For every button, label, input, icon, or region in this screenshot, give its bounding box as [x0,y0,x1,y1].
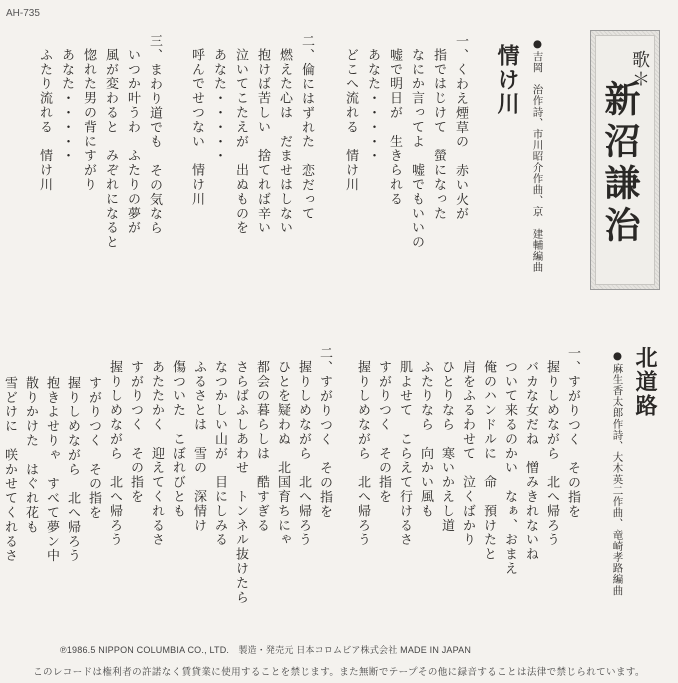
song2-credit: ●麻生香太郎作詩、大木英二作曲、竜崎孝路編曲 [611,350,624,596]
song1-line: あなた・・・・・ [211,48,226,164]
song2-line: 握りしめながら 北へ帰ろう [296,360,311,548]
song2-line: 握りしめながら 北へ帰ろう [355,360,370,548]
song2-line: バカな女だね 憎みきれないね [523,360,538,562]
song2-line: すがりつく その指を [86,376,101,520]
song2-line: 雪どけに 咲かせてくれるさ [2,376,17,564]
song1-line: 風が変わると みぞれになると [103,48,118,250]
song1-line: あなた・・・・・ [365,48,380,164]
song2-line: 二、すがりつく その指を [317,346,332,519]
song2-line: 散りかけた はぐれ花も [23,376,38,535]
song1-line: 一、くわえ煙草の 赤い火が [453,34,468,222]
song2-line: ついて来るのかい なぁ、おまえ [502,360,517,576]
song2-line: あたたかく 迎えてくれるさ [149,360,164,548]
song2-line: ひとりなら 寒いかえし道 [439,360,454,533]
song2-line: 一、すがりつく その指を [565,346,580,519]
copyright-line: ℗1986.5 NIPPON COLUMBIA CO., LTD. 製造・発売元 日本コロムビア株式会社 MADE IN JAPAN [60,645,472,655]
song1-title: 情け川 [494,44,520,116]
song2-line: すがりつく その指を [128,360,143,504]
artist-name: 新沼謙治 [599,80,641,248]
song1-line: どこへ流れる 情け川 [343,48,358,192]
catalog-number: AH-735 [6,8,40,19]
artist-box [590,30,660,290]
song1-line: いつか叶うわ ふたりの夢が [125,48,140,236]
song2-line: 肩をふるわせて 泣くばかり [460,360,475,548]
song1-line: 惚れた男の背にすがり [81,48,96,192]
song1-line: なにか言ってよ 嘘でもいいの [409,48,424,250]
song1-line: 抱けば苦しい 捨てれば辛い [255,48,270,236]
song2-line: 抱きよせりゃ すべて夢ン中 [44,376,59,564]
song1-line: 泣いてこたえが 出ぬものを [233,48,248,236]
artist-prefix: 歌＊ [629,50,650,90]
song2-line: 握りしめながら 北へ帰ろう [544,360,559,548]
song1-line: ふたり流れる 情け川 [37,48,52,192]
song2-line: 傷ついた こぼれびとも [170,360,185,519]
song2-line: 肌よせて こらえて行けるさ [397,360,412,548]
song1-line: 嘘で明日が 生きられる [387,48,402,207]
song1-line: 呼んでせつない 情け川 [189,48,204,207]
song1-line: 二、倫にはずれた 恋だって [299,34,314,222]
song2-title: 北道路 [632,346,658,418]
song2-line: ふたりなら 向かい風も [418,360,433,519]
song1-line: 燃えた心は だませはしない [277,48,292,236]
song2-line: ふるさとは 雪の 深情け [191,360,206,533]
song2-line: なつかしい山が 目にしみる [212,360,227,548]
song2-line: 俺のハンドルに 命 預けたと [481,360,496,562]
song1-line: あなた・・・・・ [59,48,74,164]
song2-line: さらばふしあわせ トンネル抜けたら [233,360,248,605]
song1-credit: ●吉岡 治作詩、市川昭介作曲、京 建輔編曲 [531,38,544,273]
song2-line: ひとを疑わぬ 北国育ちにゃ [275,360,290,548]
artist-box-inner [595,35,655,285]
song2-line: 都会の暮らしは 酷すぎる [254,360,269,533]
legal-notice: このレコードは権利者の許諾なく賃貸業に使用することを禁じます。また無断でテープその他に録音することは法律で禁じられています。 [33,667,645,678]
song1-line: 三、まわり道でも その気なら [147,34,162,236]
song1-line: 指ではじけて 螢になった [431,48,446,221]
song2-line: すがりつく その指を [376,360,391,504]
song2-line: 握りしめながら 北へ帰ろう [107,360,122,548]
song2-line: 握りしめながら 北へ帰ろう [65,376,80,564]
